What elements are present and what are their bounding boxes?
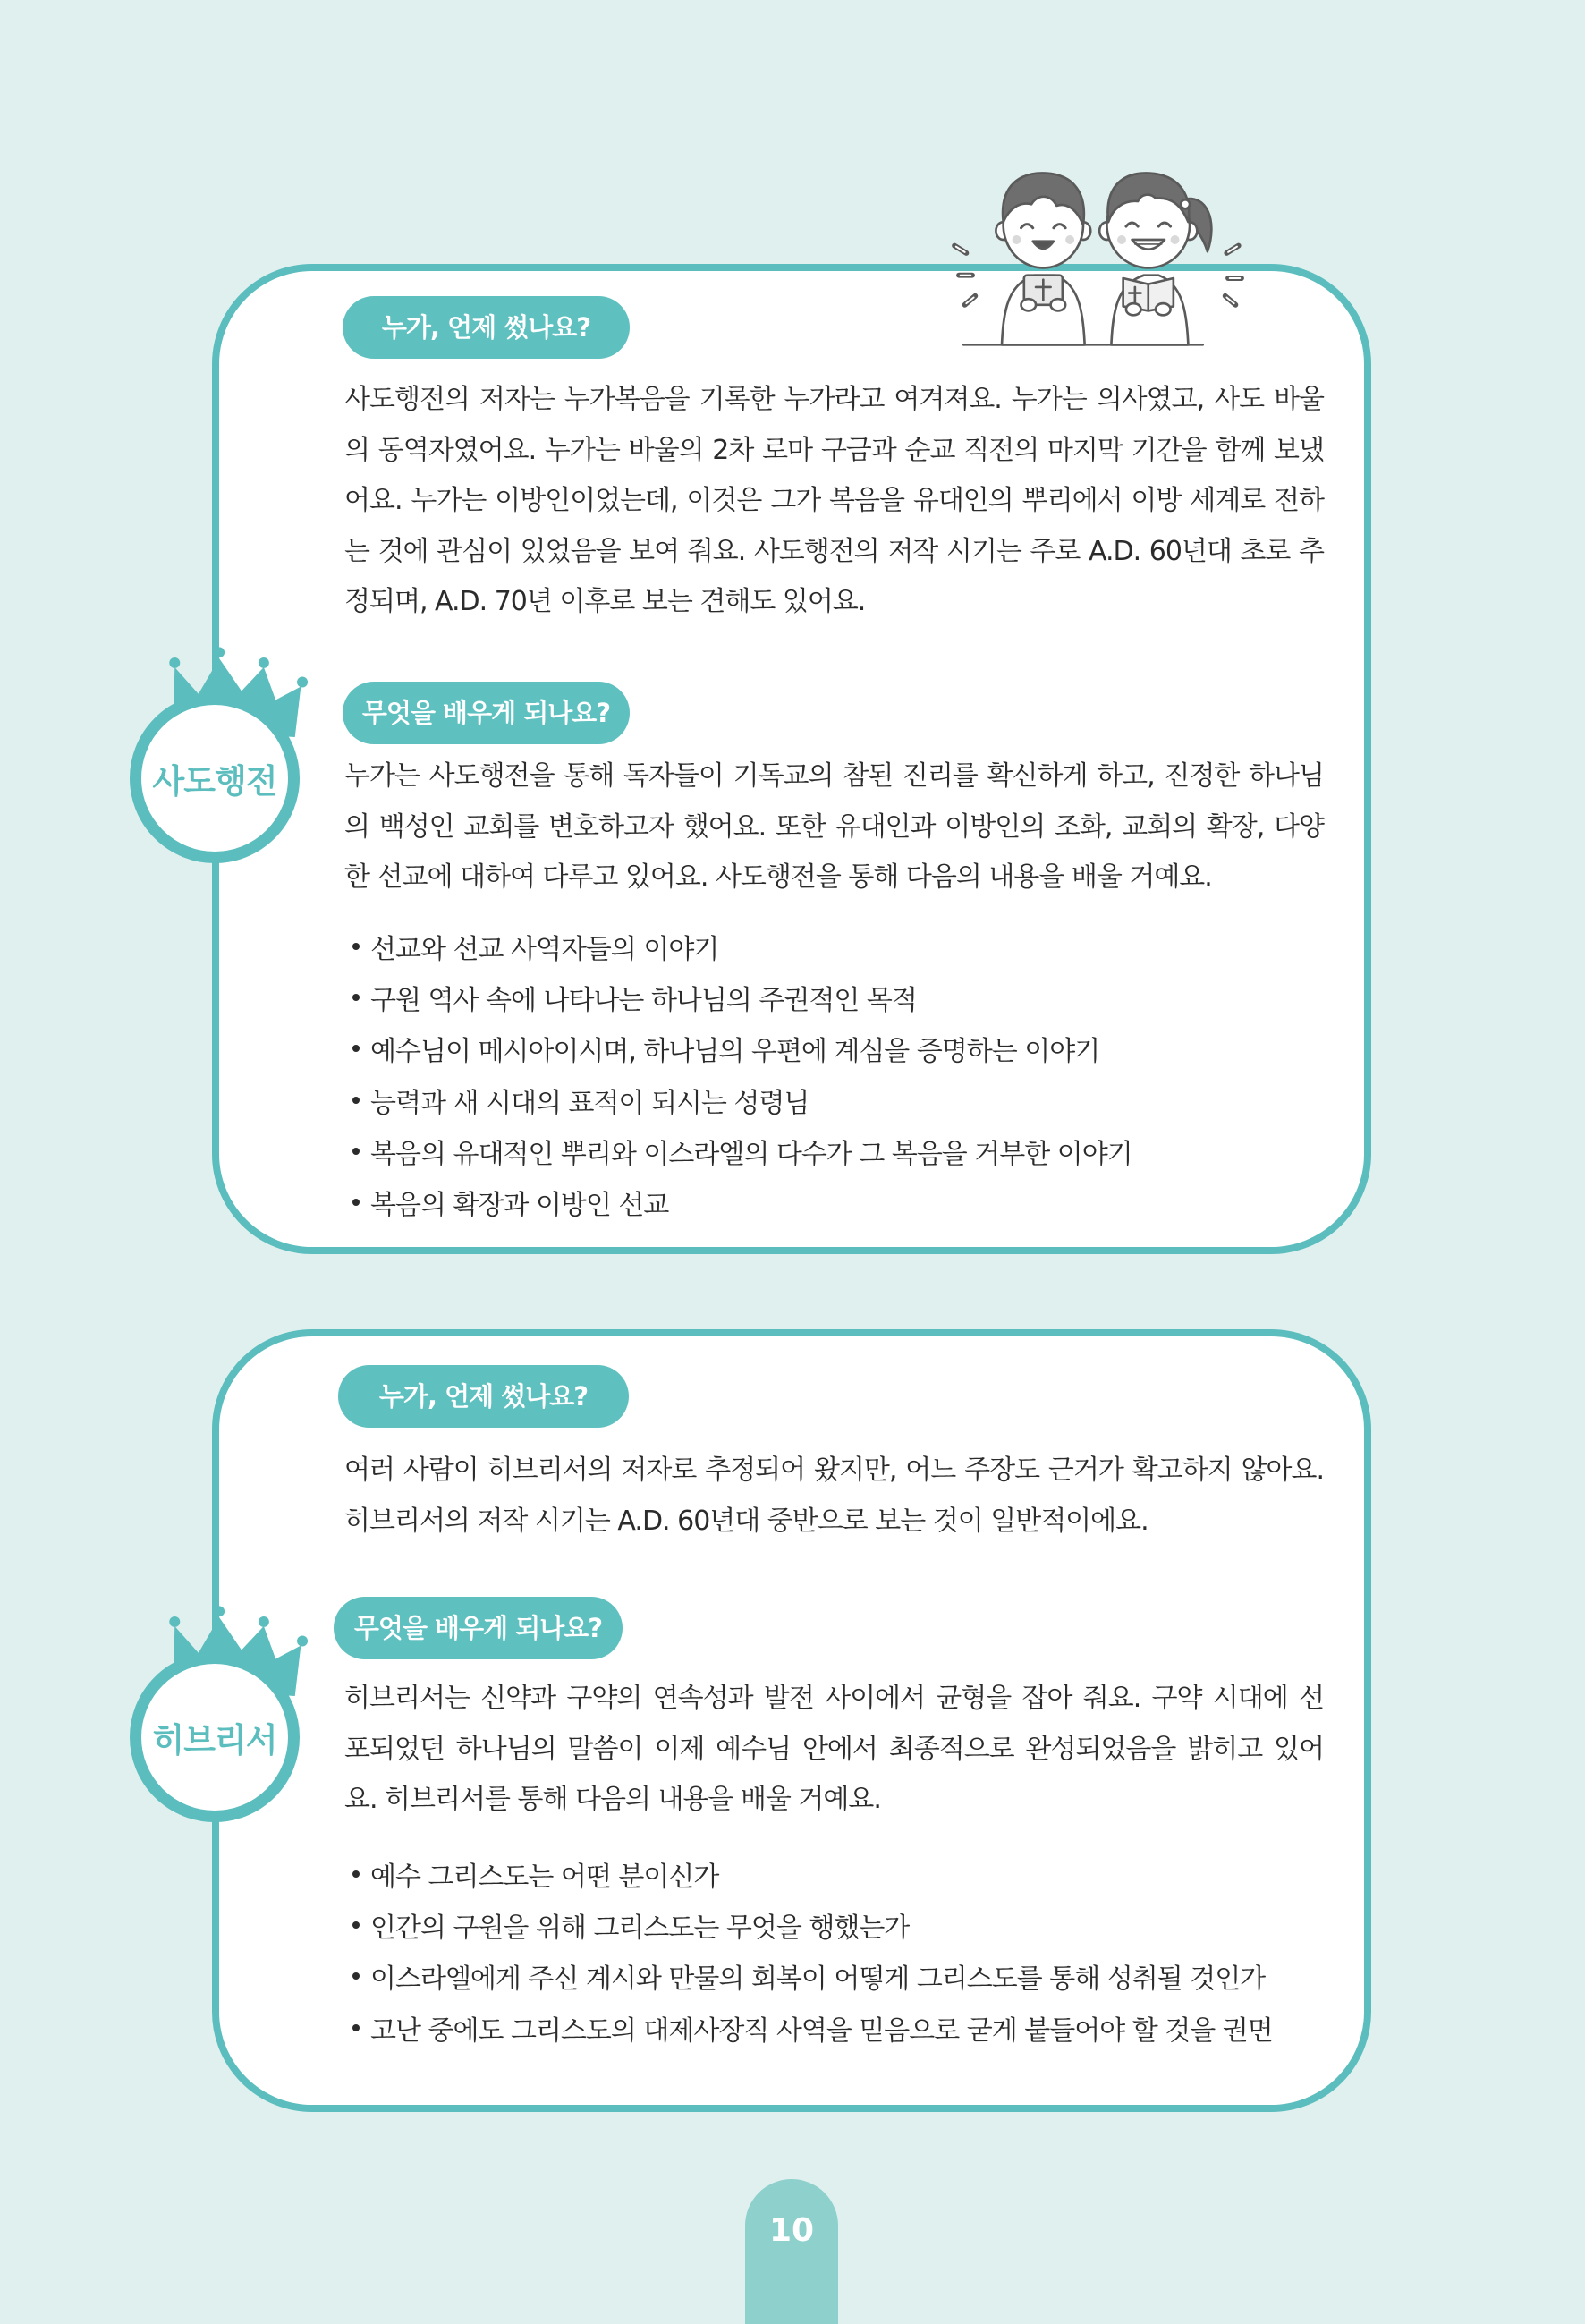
bullet-text: 예수님이 메시아이시며, 하나님의 우편에 계심을 증명하는 이야기 [370,1036,1100,1068]
paragraph-line: 여러 사람이 히브리서의 저자로 추정되어 왔지만, 어느 주장도 근거가 확고하지 않아요. [344,1455,1324,1486]
who-when-paragraph [344,1446,1324,1547]
paragraph-line: 의 동역자였어요. 누가는 바울의 2차 로마 구금과 순교 직전의 마지막 기간을 함께 보냈 [344,434,1324,466]
what-learn-heading: 무엇을 배우게 되나요? [343,682,630,744]
list-item [352,2002,1273,2053]
bullet-dot [352,1972,360,1980]
list-item [352,1176,1132,1227]
paragraph-line: 어요. 누가는 이방인이었는데, 이것은 그가 복음을 유대인의 뿌리에서 이방 세계로 전하 [344,485,1324,516]
bullet-text: 복음의 확장과 이방인 선교 [370,1190,669,1222]
learning-points-list [352,920,1132,1228]
what-learn-paragraph [344,751,1324,903]
paragraph-line: 누가는 사도행전을 통해 독자들이 기독교의 참된 진리를 확신하게 하고, 진정한 하나님 [344,760,1324,792]
bullet-text: 이스라엘에게 주신 계시와 만물의 회복이 어떻게 그리스도를 통해 성취될 것인가 [370,1964,1266,1996]
list-item [352,1074,1132,1125]
bullet-text: 선교와 선교 사역자들의 이야기 [370,933,719,965]
what-learn-heading: 무엇을 배우게 되나요? [334,1597,623,1659]
bullet-text: 예수 그리스도는 어떤 분이신가 [370,1861,719,1893]
list-item [352,1951,1273,2002]
hebrews-card [212,1329,1371,2112]
who-when-paragraph [344,375,1324,628]
list-item [352,971,1132,1022]
paragraph-line: 한 선교에 대하여 다루고 있어요. 사도행전을 통해 다음의 내용을 배울 거예요. [344,861,1212,893]
bullet-text: 구원 역사 속에 나타나는 하나님의 주권적인 목적 [370,984,917,1016]
paragraph-line: 정되며, A.D. 70년 이후로 보는 견해도 있어요. [344,586,866,617]
page-number-tab [745,2179,838,2324]
paragraph-line: 사도행전의 저자는 누가복음을 기록한 누가라고 여겨져요. 누가는 의사였고, 사도 바울 [344,384,1324,415]
paragraph-line: 포되었던 하나님의 말씀이 이제 예수님 안에서 최종적으로 완성되었음을 밝히고 있어 [344,1733,1324,1765]
bullet-text: 복음의 유대적인 뿌리와 이스라엘의 다수가 그 복음을 거부한 이야기 [370,1138,1132,1170]
list-item [352,1899,1273,1950]
paragraph-line: 는 것에 관심이 있었음을 보여 줘요. 사도행전의 저작 시기는 주로 A.D. 60년대 초로 추 [344,535,1324,567]
bullet-dot [352,2024,360,2031]
bullet-text: 인간의 구원을 위해 그리스도는 무엇을 행했는가 [370,1912,910,1944]
book-title-badge: 히브리서 [130,1652,300,1822]
list-item [352,1125,1132,1176]
book-title-badge: 사도행전 [130,693,300,863]
bullet-dot [352,1045,360,1052]
paragraph-line: 요. 히브리서를 통해 다음의 내용을 배울 거예요. [344,1784,881,1815]
list-item [352,920,1132,971]
bullet-dot [352,1921,360,1929]
paragraph-line: 히브리서의 저작 시기는 A.D. 60년대 중반으로 보는 것이 일반적이에요. [344,1505,1148,1537]
who-when-heading: 누가, 언제 썼나요? [338,1365,629,1428]
paragraph-line: 히브리서는 신약과 구약의 연속성과 발전 사이에서 균형을 잡아 줘요. 구약 시대에 선 [344,1683,1324,1714]
bullet-dot [352,1097,360,1104]
who-when-heading: 누가, 언제 썼나요? [343,296,630,359]
bullet-dot [352,1199,360,1206]
paragraph-line: 의 백성인 교회를 변호하고자 했어요. 또한 유대인과 이방인의 조화, 교회의 확장, 다양 [344,810,1324,843]
bullet-dot [352,994,360,1001]
bullet-text: 고난 중에도 그리스도의 대제사장직 사역을 믿음으로 굳게 붙들어야 할 것을 권면 [370,2014,1273,2047]
list-item [352,1848,1273,1899]
bullet-dot [352,1148,360,1155]
page-number: 10 [768,2212,815,2249]
list-item [352,1023,1132,1074]
acts-card [212,264,1371,1254]
bullet-dot [352,1870,360,1878]
learning-points-list [352,1848,1273,2053]
bullet-text: 능력과 새 시대의 표적이 되시는 성령님 [370,1087,809,1119]
bullet-dot [352,943,360,950]
kids-holding-bibles-illustration [941,163,1259,355]
what-learn-paragraph [344,1674,1324,1826]
